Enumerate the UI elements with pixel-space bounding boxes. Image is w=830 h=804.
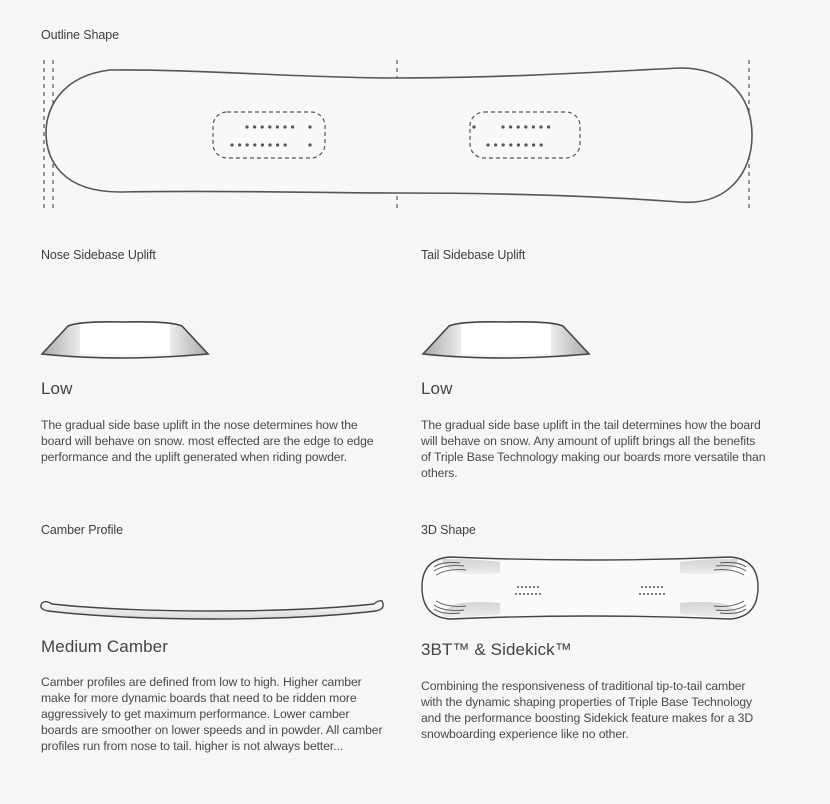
nose-uplift-value: Low (41, 379, 73, 398)
insert-hole-3d (517, 586, 519, 588)
insert-hole (268, 143, 271, 146)
insert-hole-3d (661, 586, 663, 588)
insert-hole-3d (527, 593, 529, 595)
camber-profile-description: Camber profiles are defined from low to high. Higher camber make for more dynamic boards that need to be ridden more aggressively to get maximum performance. Lower camber boards are smoother on lower speeds and in powder. All camber profiles run from nose to tail. higher is not always better... (41, 675, 383, 753)
insert-hole-3d (533, 586, 535, 588)
insert-hole (539, 125, 542, 128)
insert-hole (245, 125, 248, 128)
insert-hole (501, 125, 504, 128)
insert-hole (276, 125, 279, 128)
insert-hole-3d (521, 586, 523, 588)
insert-hole (509, 125, 512, 128)
camber-profile-diagram (38, 595, 388, 625)
insert-hole-3d (659, 593, 661, 595)
tail-uplift-value: Low (421, 379, 453, 398)
insert-hole-3d (645, 586, 647, 588)
insert-hole (276, 143, 279, 146)
insert-hole (308, 143, 311, 146)
insert-hole-3d (651, 593, 653, 595)
insert-hole-3d (525, 586, 527, 588)
outline-shape-label: Outline Shape (41, 28, 119, 42)
insert-hole (547, 125, 550, 128)
insert-hole-3d (535, 593, 537, 595)
insert-hole-3d (515, 593, 517, 595)
insert-hole-3d (655, 593, 657, 595)
insert-hole (524, 125, 527, 128)
insert-hole (494, 143, 497, 146)
insert-hole (246, 143, 249, 146)
insert-hole (472, 125, 475, 128)
insert-hole-3d (639, 593, 641, 595)
insert-hole-3d (663, 593, 665, 595)
nose-uplift-description: The gradual side base uplift in the nose determines how the board will behave on snow. most effected are the edge to edge performance and the uplift generated when riding powder. (41, 418, 374, 464)
tail-uplift-label: Tail Sidebase Uplift (421, 248, 526, 262)
camber-profile-label: Camber Profile (41, 523, 123, 537)
tail-uplift-description: The gradual side base uplift in the tail determines how the board will behave on snow. Any amount of uplift brings all the benefits of Triple Base Technology making our boards more versatile than others. (421, 418, 766, 480)
insert-hole-3d (649, 586, 651, 588)
insert-hole-3d (657, 586, 659, 588)
insert-hole-3d (519, 593, 521, 595)
insert-hole-3d (647, 593, 649, 595)
insert-hole (540, 143, 543, 146)
insert-hole (509, 143, 512, 146)
3d-shape-description: Combining the responsiveness of traditional tip-to-tail camber with the dynamic shaping properties of Triple Base Technology and the performance boosting Sidekick feature makes for a 3D snowboarding experience like no other. (421, 679, 754, 741)
insert-hole (502, 143, 505, 146)
insert-hole (238, 143, 241, 146)
insert-hole (291, 125, 294, 128)
insert-hole-3d (653, 586, 655, 588)
insert-hole-3d (641, 586, 643, 588)
insert-hole (308, 125, 311, 128)
3d-shape-value: 3BT™ & Sidekick™ (421, 640, 572, 659)
insert-hole-3d (643, 593, 645, 595)
insert-hole-3d (537, 586, 539, 588)
nose-uplift-diagram (40, 318, 220, 368)
3d-shape-diagram (420, 553, 760, 623)
insert-hole (532, 143, 535, 146)
nose-uplift-label: Nose Sidebase Uplift (41, 248, 156, 262)
insert-hole (261, 125, 264, 128)
insert-hole (261, 143, 264, 146)
insert-hole-3d (531, 593, 533, 595)
insert-hole (532, 125, 535, 128)
tail-uplift-diagram (421, 318, 601, 368)
insert-hole (268, 125, 271, 128)
3d-shape-label: 3D Shape (421, 523, 476, 537)
camber-profile-value: Medium Camber (41, 637, 168, 656)
insert-hole-3d (539, 593, 541, 595)
insert-hole-3d (529, 586, 531, 588)
insert-hole (253, 125, 256, 128)
insert-hole (284, 143, 287, 146)
insert-hole (230, 143, 233, 146)
insert-hole (517, 125, 520, 128)
insert-hole (253, 143, 256, 146)
insert-hole (486, 143, 489, 146)
insert-hole (524, 143, 527, 146)
insert-hole (517, 143, 520, 146)
insert-hole (283, 125, 286, 128)
insert-hole-3d (523, 593, 525, 595)
